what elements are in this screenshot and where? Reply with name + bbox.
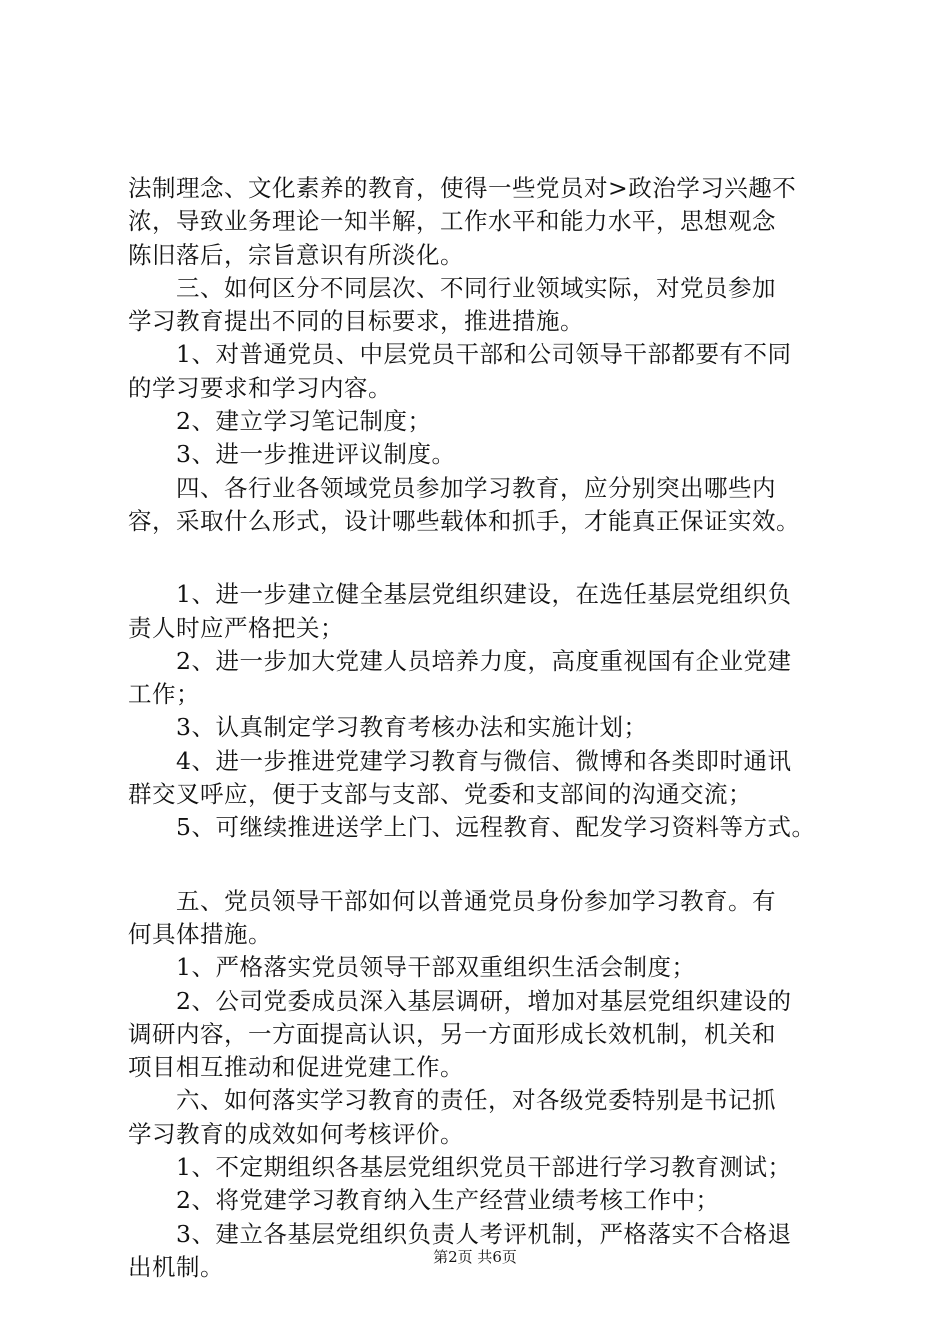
list-item: 1、对普通党员、中层党员干部和公司领导干部都要有不同 — [128, 340, 792, 369]
list-item: 2、进一步加大党建人员培养力度，高度重视国有企业党建 — [128, 646, 792, 675]
body-line: 调研内容，一方面提高认识，另一方面形成长效机制，机关和 — [128, 1019, 776, 1048]
body-line: 何具体措施。 — [128, 919, 272, 948]
list-item: 2、将党建学习教育纳入生产经营业绩考核工作中； — [128, 1186, 720, 1215]
body-line: 出机制。 — [128, 1252, 224, 1281]
document-body — [128, 172, 838, 1284]
body-line: 群交叉呼应，便于支部与支部、党委和支部间的沟通交流； — [128, 780, 752, 809]
list-item: 3、认真制定学习教育考核办法和实施计划； — [128, 713, 648, 742]
list-item: 4、进一步推进党建学习教育与微信、微博和各类即时通讯 — [128, 746, 792, 775]
blank-line — [128, 845, 838, 885]
section-heading-6: 六、如何落实学习教育的责任，对各级党委特别是书记抓 — [128, 1086, 776, 1115]
body-line: 浓，导致业务理论一知半解，工作水平和能力水平，思想观念 — [128, 207, 776, 236]
section-heading-3: 三、如何区分不同层次、不同行业领域实际，对党员参加 — [128, 273, 776, 302]
blank-line — [128, 538, 838, 578]
page-number-footer: 第2页 共6页 — [433, 1248, 517, 1266]
body-line: 容，采取什么形式，设计哪些载体和抓手，才能真正保证实效。 — [128, 506, 800, 535]
body-line: 学习教育的成效如何考核评价。 — [128, 1119, 464, 1148]
list-item: 2、建立学习笔记制度； — [128, 407, 432, 436]
list-item: 1、不定期组织各基层党组织党员干部进行学习教育测试； — [128, 1153, 792, 1182]
body-line: 陈旧落后，宗旨意识有所淡化。 — [128, 240, 464, 269]
list-item: 5、可继续推进送学上门、远程教育、配发学习资料等方式。 — [128, 813, 816, 842]
list-item: 1、进一步建立健全基层党组织建设，在选任基层党组织负 — [128, 580, 792, 609]
list-item: 2、公司党委成员深入基层调研，增加对基层党组织建设的 — [128, 986, 792, 1015]
section-heading-4: 四、各行业各领域党员参加学习教育，应分别突出哪些内 — [128, 473, 776, 502]
body-line: 的学习要求和学习内容。 — [128, 373, 392, 402]
list-item: 3、建立各基层党组织负责人考评机制，严格落实不合格退 — [128, 1219, 792, 1248]
body-line: 法制理念、文化素养的教育，使得一些党员对>政治学习兴趣不 — [128, 174, 797, 202]
body-line: 责人时应严格把关； — [128, 613, 344, 642]
list-item: 3、进一步推进评议制度。 — [128, 440, 456, 469]
section-heading-5: 五、党员领导干部如何以普通党员身份参加学习教育。有 — [128, 886, 776, 915]
body-line: 工作； — [128, 680, 200, 709]
body-line: 学习教育提出不同的目标要求，推进措施。 — [128, 307, 584, 336]
list-item: 1、严格落实党员领导干部双重组织生活会制度； — [128, 953, 696, 982]
body-line: 项目相互推动和促进党建工作。 — [128, 1053, 464, 1082]
